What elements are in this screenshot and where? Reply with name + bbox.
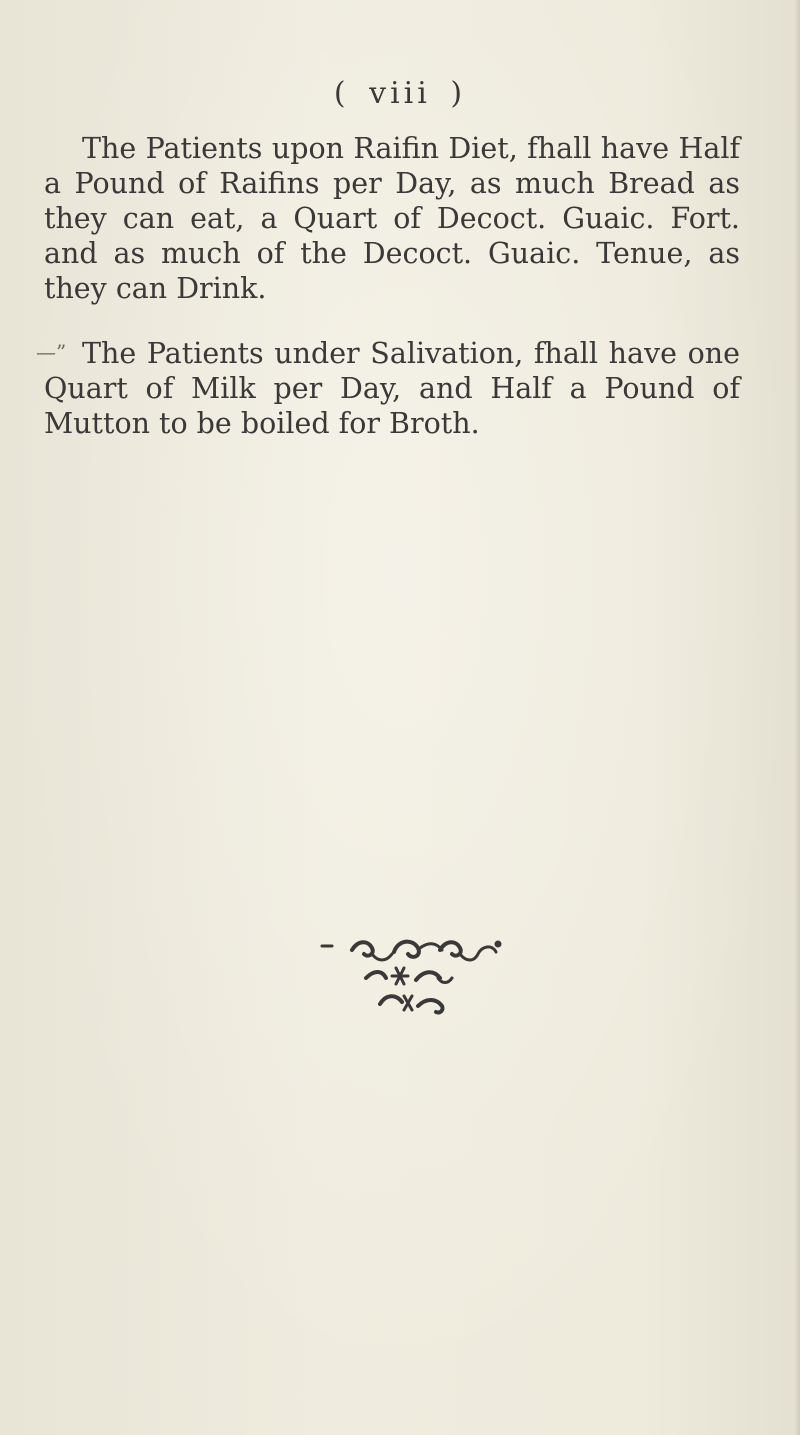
paragraph-text: The Patients upon Raifin Diet, fhall have Half a Pound of Raifins per Day, as much Bread as they can eat, a Quart of Decoct. Guaic. Fort. and as much of the Decoct. Guaic. Tenue, as they can Drink.: [44, 132, 740, 305]
tailpiece-flourish-icon: [300, 920, 540, 1040]
page-edge-shadow: [794, 0, 800, 1435]
margin-mark: —”: [36, 340, 67, 364]
paragraph-raisin-diet: [44, 131, 740, 306]
paragraph-text: The Patients under Salivation, fhall have one Quart of Milk per Day, and Half a Pound of Mutton to be boiled for Broth.: [44, 337, 740, 440]
page-number: ( viii ): [333, 76, 467, 111]
paragraph-salivation: [44, 336, 740, 441]
